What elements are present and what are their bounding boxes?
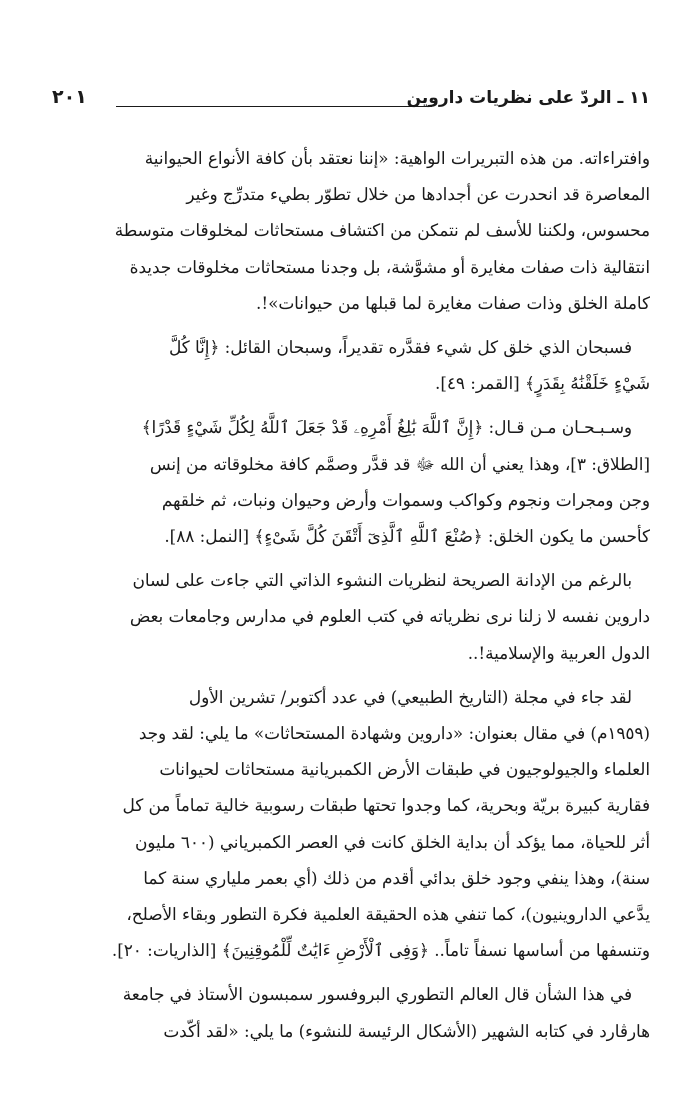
text-line: سنة)، وهذا ينفي وجود خلق بدائي أقدم من ذلك (أي بعمر ملياري سنة كما [143,867,650,888]
text-line: انتقالية ذات صفات مغايرة أو مشوَّشة، بل وجدنا مستحاثات مخلوقات جديدة [129,256,650,277]
text-line: (١٩٥٩م) في مقال بعنوان: «داروين وشهادة المستحاثات» ما يلي: لقد وجد [138,723,650,744]
text-line: هارڤارد في كتابه الشهير (الأشكال الرئيسة للنشوء) ما يلي: «لقد أكّدت [163,1020,650,1041]
text-line: وافتراءاته. من هذه التبريرات الواهية: «إننا نعتقد بأن كافة الأنواع الحيوانية [144,148,650,168]
text-line: فقارية كبيرة بريّة وبحرية، كما وجدوا تحتها طبقات رسوبية خالية تماماً من كل [122,795,650,816]
page-header [52,84,650,118]
text-line: شَيْءٍ خَلَقْنَٰهُ بِقَدَرٍ﴾ [القمر: ٤٩]. [434,373,650,394]
text-line: [الطلاق: ٣]، وهذا يعني أن الله ﷻ قد قدَّر وصمَّم كافة مخلوقاته من إنس [149,453,650,474]
text-line: في هذا الشأن قال العالم التطوري البروفسور سمبسون الأستاذ في جامعة [122,984,632,1005]
chapter-title: ١١ ـ الردّ على نظريات داروين [406,88,650,108]
text-line: كاملة الخلق وذات صفات مغايرة لما قبلها من حيوانات»!. [256,292,650,313]
header-rule [116,106,432,107]
paragraph-6 [50,976,650,1048]
text-line: محسوس، ولكننا للأسف لم نتمكن من اكتشاف مستحاثات لمخلوقات متوسطة [114,220,650,241]
paragraph-2 [50,329,650,401]
text-line: العلماء والجيولوجيون في طبقات الأرض الكمبريانية مستحاثات لحيوانات [159,759,650,780]
paragraph-1 [50,140,650,321]
text-line: وجن ومجرات ونجوم وكواكب وسموات وأرض وحيوان ونبات، ثم خلقهم [161,489,650,510]
text-line: كأحسن ما يكون الخلق: ﴿صُنْعَ ٱللَّهِ ٱلَّذِىٓ أَتْقَنَ كُلَّ شَىْءٍ﴾ [النمل: ٨٨]. [164,526,650,547]
text-line: بالرغم من الإدانة الصريحة لنظريات النشوء الذاتي التي جاءت على لسان [132,570,632,591]
text-line: المعاصرة قد انحدرت عن أجدادها من خلال تطوّر بطيء متدرِّج وغير [186,184,650,205]
page-number: ٢٠١ [52,86,87,108]
text-line: لقد جاء في مجلة (التاريخ الطبيعي) في عدد أكتوبر/ تشرين الأول [188,686,632,707]
text-line: وتنسفها من أساسها نسفاً تاماً.. ﴿وَفِى ٱلْأَرْضِ ءَايَٰتٌ لِّلْمُوقِنِينَ﴾ [الذاريات: ٢٠]. [111,940,650,961]
text-line: وسـبـحـان مـن قـال: ﴿إِنَّ ٱللَّهَ بَٰلِغُ أَمْرِهِۦ قَدْ جَعَلَ ٱللَّهُ لِكُلِّ شَيْءٍ قَدْرًا﴾ [141,417,632,438]
paragraph-3 [50,409,650,554]
paragraph-5 [50,679,650,969]
text-line: يدَّعي الداروينيون)، كما تنفي هذه الحقيقة العلمية فكرة التطور وبقاء الأصلح، [126,904,650,925]
text-line: أثر للحياة، مما يؤكد أن بداية الخلق كانت في العصر الكمبرياني (٦٠٠ مليون [134,831,650,852]
text-line: فسبحان الذي خلق كل شيء فقدَّره تقديراً، وسبحان القائل: ﴿إِنَّا كُلَّ [168,337,632,358]
paragraph-4 [50,562,650,671]
text-line: الدول العربية والإسلامية!.. [467,642,650,663]
text-line: داروين نفسه لا زلنا نرى نظرياته في كتب العلوم في مدارس وجامعات بعض [129,606,650,627]
body-text [50,140,650,1057]
